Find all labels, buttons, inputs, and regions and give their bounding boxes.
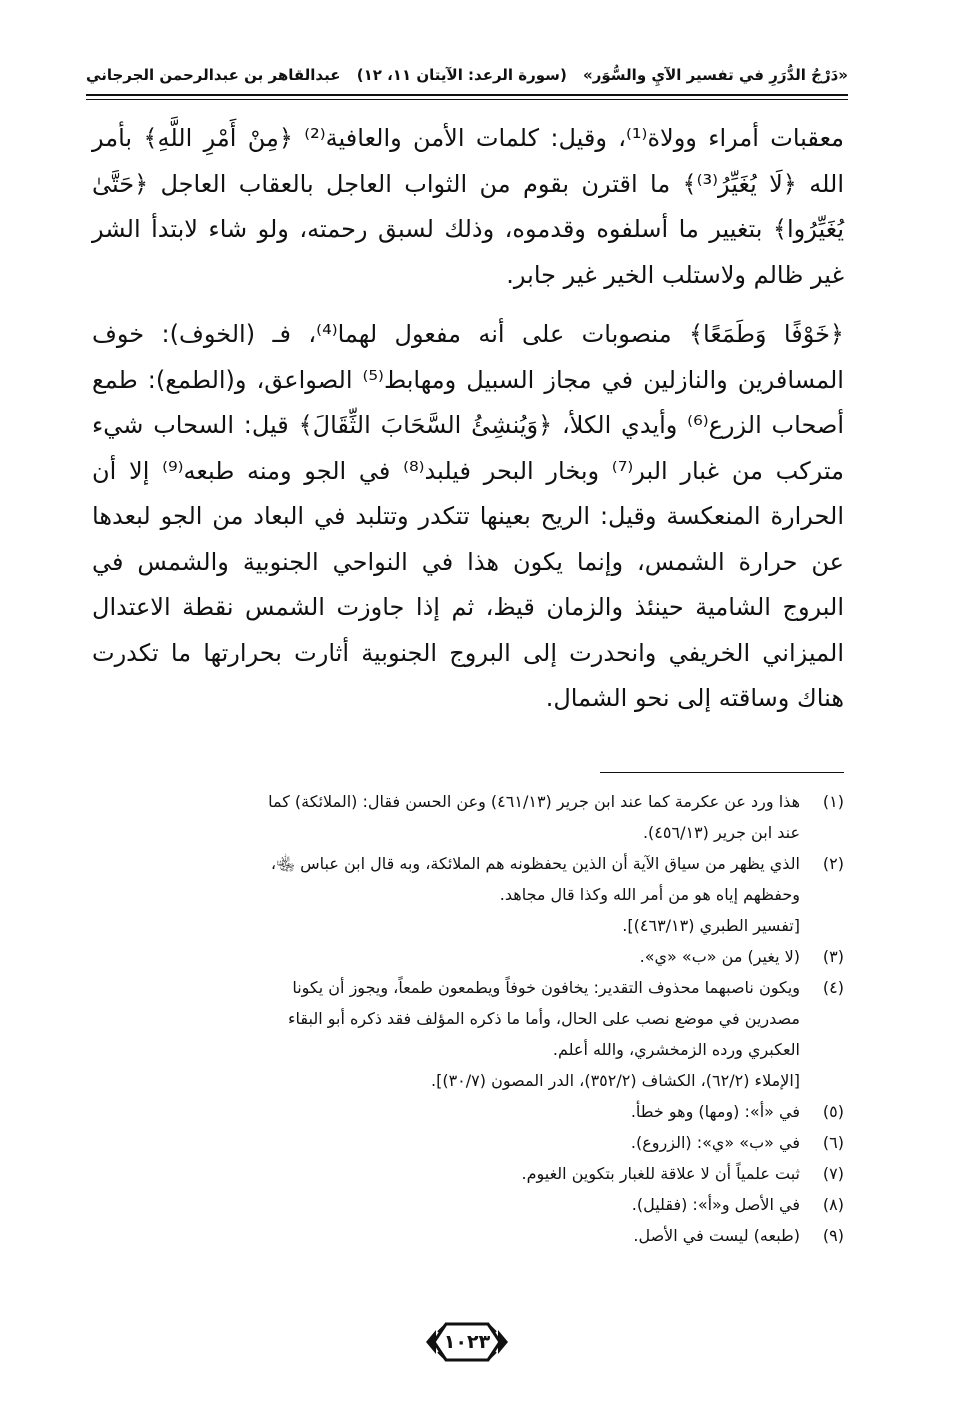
footnote [92, 786, 844, 848]
footnotes [92, 786, 844, 1251]
footnote-line: العكبري ورده الزمخشري، والله أعلم. [552, 1040, 800, 1059]
footnote-number: (١) [822, 792, 844, 811]
footnote [92, 1127, 844, 1158]
paragraph: معقبات أمراء وولاة⁽¹⁾، وقيل: كلمات الأمن والعافية⁽²⁾ ﴿مِنْ أَمْرِ اللَّهِ﴾ بأمر الله ﴿لَا يُغَيِّرُ⁽³⁾﴾ ما اقترن بقوم من الثواب العاجل بالعقاب العاجل ﴿حَتَّىٰ يُغَيِّرُوا﴾ بتغيير ما أسلفوه وقدموه، وذلك لسبق رحمته، ولو شاء لابتدأ الشر غير ظالم ولاستلب الخير غير جابر. [92, 124, 845, 289]
header-divider-thin [86, 99, 848, 100]
footnote-number: (٣) [822, 947, 844, 966]
header-surah-range: (سورة الرعد: الآيتان ١١، ١٢) [356, 66, 567, 84]
footnote-line: ويكون ناصبهما محذوف التقدير: يخافون خوفاً ويطمعون طمعاً، ويجوز أن يكونا [292, 978, 800, 997]
footnote-number: (٥) [822, 1102, 844, 1121]
footnote-number: (٢) [822, 854, 844, 873]
footnote [92, 941, 844, 972]
main-text [92, 116, 844, 722]
footnote-number: (٦) [822, 1133, 844, 1152]
footnote [92, 848, 844, 941]
footnote-line: في «أ»: (ومها) وهو خطأ. [630, 1102, 800, 1121]
footnote-text [92, 941, 800, 972]
footnote-text [92, 1127, 800, 1158]
footnote-line: (طبعه) ليست في الأصل. [633, 1226, 800, 1245]
footnote-line: في الأصل و«أ»: (فقليل). [631, 1195, 800, 1214]
footnote-line: [الإملاء (٦٢/٢)، الكشاف (٣٥٢/٢)، الدر المصون (٣٠/٧)]. [431, 1071, 800, 1090]
footnote [92, 1096, 844, 1127]
header-author: عبدالقاهر بن عبدالرحمن الجرجاني [86, 66, 341, 84]
footnote-text [92, 848, 800, 941]
footnote-divider [600, 772, 844, 773]
footnote-line: هذا ورد عن عكرمة كما عند ابن جرير (٤٦١/١٣) وعن الحسن فقال: (الملائكة) كما [268, 792, 800, 811]
header-book-title: «دَرْجُ الدُّرَرِ في تفسير الآيِ والسُّوَر» [583, 66, 848, 84]
page-number: ١٠٢٣ [443, 1331, 491, 1353]
footnote-text [92, 1189, 800, 1220]
footnote [92, 972, 844, 1096]
paragraph: ﴿خَوْفًا وَطَمَعًا﴾ منصوبات على أنه مفعول لهما⁽⁴⁾، فـ (الخوف): خوف المسافرين والنازلين في مجاز السبيل ومهابط⁽⁵⁾ الصواعق، و(الطمع): طمع أصحاب الزرع⁽⁶⁾ وأيدي الكلأ، ﴿وَيُنشِئُ السَّحَابَ الثِّقَالَ﴾ قيل: السحاب شيء متركب من غبار البر⁽⁷⁾ وبخار البحر فيلبد⁽⁸⁾ في الجو ومنه طبعه⁽⁹⁾ إلا أن الحرارة المنعكسة وقيل: الريح بعينها تتكدر وتتلبد في البعاد من الجو لبعدها عن حرارة الشمس، وإنما يكون هذا في النواحي الجنوبية والشمس في البروج الشامية حينئذ والزمان قيظ، ثم إذا جاوزت الشمس نقطة الاعتدال الميزاني الخريفي وانحدرت إلى البروج الجنوبية أثارت بحرارتها ما تكدرت هناك وساقته إلى نحو الشمال. [92, 320, 845, 712]
footnote-text [92, 1158, 800, 1189]
footnote-text [92, 972, 800, 1096]
footnote-line: (لا يغير) من «ب» «ي». [639, 947, 800, 966]
page-number-ornament [424, 1318, 510, 1366]
footnote-line: الذي يظهر من سياق الآية أن الذين يحفظونه هم الملائكة، وبه قال ابن عباس ﵄، [270, 854, 800, 873]
footnote-line: وحفظهم إياه هو من أمر الله وكذا قال مجاهد. [499, 885, 800, 904]
footnote-text [92, 1220, 800, 1251]
footnote-number: (٧) [822, 1164, 844, 1183]
footnote-number: (٩) [822, 1226, 844, 1245]
footnote-number: (٨) [822, 1195, 844, 1214]
running-header [86, 58, 848, 92]
footnote [92, 1220, 844, 1251]
footnote [92, 1189, 844, 1220]
footnote-text [92, 786, 800, 848]
footnote [92, 1158, 844, 1189]
footnote-line: [تفسير الطبري (٤٦٣/١٣)]. [622, 916, 800, 935]
footnote-line: في «ب» «ي»: (الزروع). [630, 1133, 800, 1152]
footnote-text [92, 1096, 800, 1127]
footnote-line: مصدرين في موضع نصب على الحال، وأما ما ذكره المؤلف فقد ذكره أبو البقاء [288, 1009, 800, 1028]
footnote-line: ثبت علمياً أن لا علاقة للغبار بتكوين الغيوم. [521, 1164, 800, 1183]
footnote-number: (٤) [822, 978, 844, 997]
footnote-line: عند ابن جرير (٤٥٦/١٣). [642, 823, 800, 842]
header-divider [86, 94, 848, 96]
